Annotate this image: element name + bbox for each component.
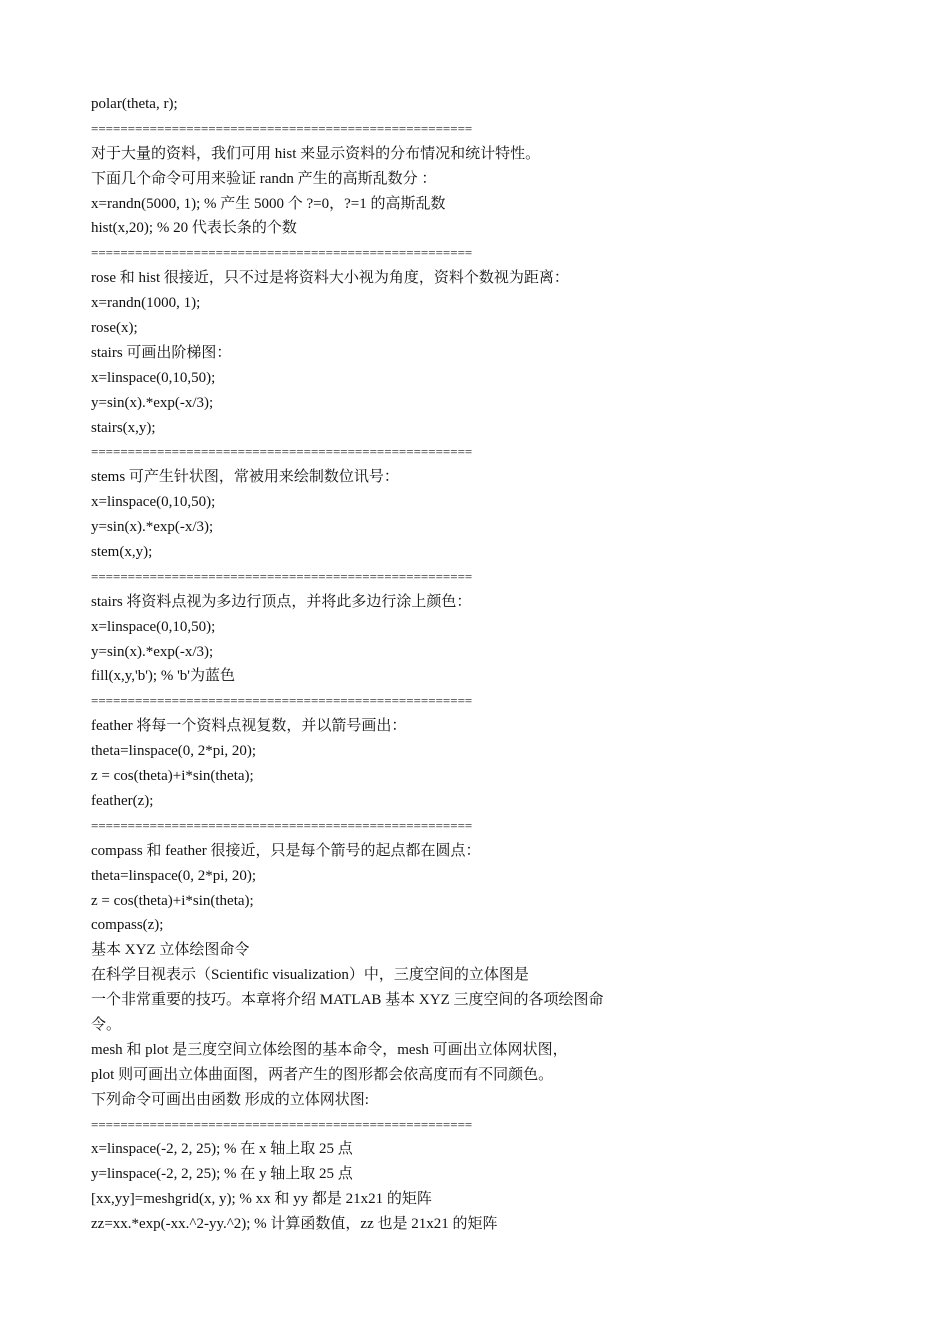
text-line: plot 则可画出立体曲面图，两者产生的图形都会依高度而有不同颜色。 [91,1066,554,1083]
code-line: z = cos(theta)+i*sin(theta); [91,892,254,909]
code-line: y=sin(x).*exp(-x/3); [91,643,214,660]
code-line: y=linspace(-2, 2, 25); % 在 y 轴上取 25 点 [91,1166,353,1183]
text-line: rose 和 hist 很接近，只不过是将资料大小视为角度，资料个数视为距离： [91,270,569,287]
text-line: 对于大量的资料，我们可用 hist 来显示资料的分布情况和统计特性。 [91,145,541,162]
text-line: stairs 将资料点视为多边行顶点，并将此多边行涂上颜色： [91,593,472,610]
code-line: z = cos(theta)+i*sin(theta); [91,768,254,785]
code-line: feather(z); [91,792,154,809]
code-line: theta=linspace(0, 2*pi, 20); [91,743,257,760]
code-line: rose(x); [91,320,138,337]
code-line: x=linspace(0,10,50); [91,494,216,511]
text-line: stems 可产生针状图，常被用来绘制数位讯号： [91,469,399,486]
text-line: stairs 可画出阶梯图： [91,344,232,361]
text-line: 基本 XYZ 立体绘图命令 [91,942,250,959]
text-line: 令。 [91,1016,122,1033]
code-line: x=randn(5000, 1); % 产生 5000 个 ?=0，?=1 的高斯乱数 [91,195,446,212]
code-line: x=linspace(0,10,50); [91,618,216,635]
document-page [91,92,691,1237]
separator-line: ==================================================== [91,1116,473,1132]
code-line: stem(x,y); [91,544,153,561]
code-line: x=randn(1000, 1); [91,295,201,312]
code-line: x=linspace(0,10,50); [91,369,216,386]
separator-line: ==================================================== [91,817,473,833]
code-line: fill(x,y,'b'); % 'b'为蓝色 [91,668,235,685]
separator-line: ==================================================== [91,120,473,136]
text-line: 下面几个命令可用来验证 randn 产生的高斯乱数分 ： [91,170,437,187]
text-line: 在科学目视表示（Scientific visualization）中，三度空间的立体图是 [91,967,529,984]
separator-line: ==================================================== [91,693,473,709]
code-line: x=linspace(-2, 2, 25); % 在 x 轴上取 25 点 [91,1141,353,1158]
code-line: y=sin(x).*exp(-x/3); [91,394,214,411]
code-line: hist(x,20); % 20 代表长条的个数 [91,220,297,237]
code-line: compass(z); [91,917,164,934]
separator-line: ==================================================== [91,245,473,261]
text-line: 下列命令可画出由函数 形成的立体网状图: [91,1091,369,1108]
text-line: 一个非常重要的技巧。本章将介绍 MATLAB 基本 XYZ 三度空间的各项绘图命 [91,992,604,1009]
code-line: y=sin(x).*exp(-x/3); [91,519,214,536]
text-line: compass 和 feather 很接近，只是每个箭号的起点都在圆点： [91,842,481,859]
code-line: [xx,yy]=meshgrid(x, y); % xx 和 yy 都是 21x21 的矩阵 [91,1191,432,1208]
code-line: stairs(x,y); [91,419,156,436]
separator-line: ==================================================== [91,568,473,584]
code-line: polar(theta, r); [91,96,178,112]
separator-line: ==================================================== [91,444,473,460]
code-line: theta=linspace(0, 2*pi, 20); [91,867,257,884]
text-line: mesh 和 plot 是三度空间立体绘图的基本命令，mesh 可画出立体网状图， [91,1041,568,1058]
code-line: zz=xx.*exp(-xx.^2-yy.^2); % 计算函数值，zz 也是 21x21 的矩阵 [91,1216,498,1233]
text-line: feather 将每一个资料点视复数，并以箭号画出： [91,718,407,735]
